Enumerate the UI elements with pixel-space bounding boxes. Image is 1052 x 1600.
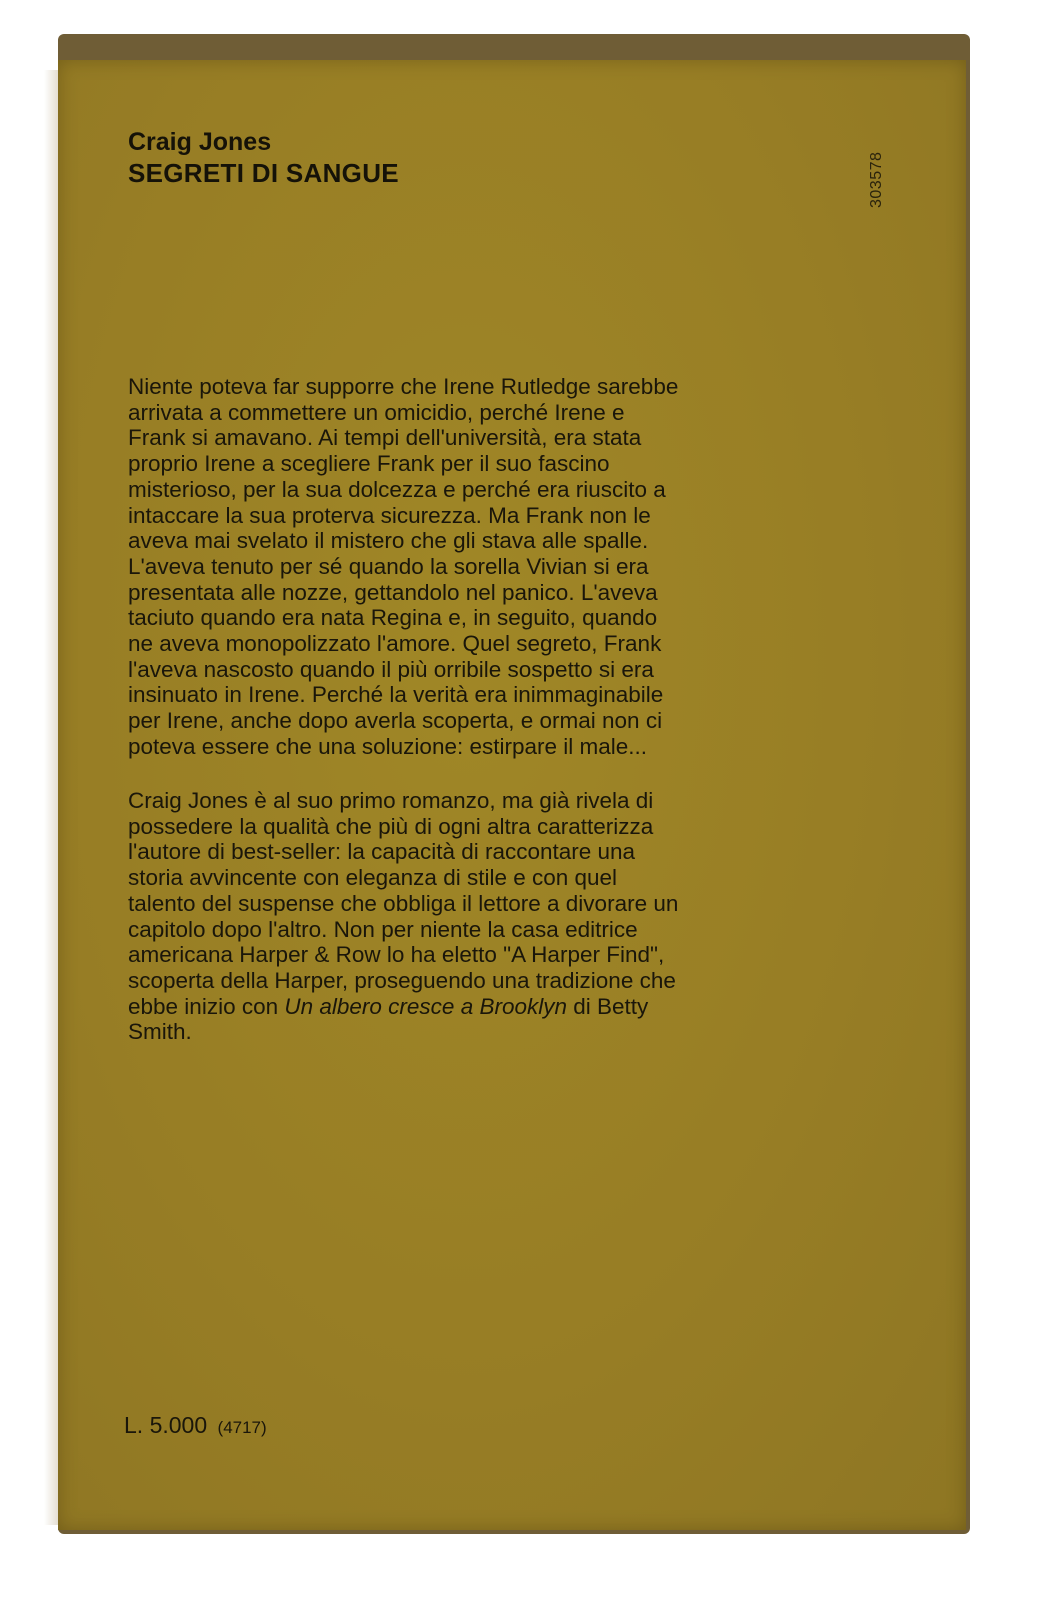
blurb-line: capitolo dopo l'altro. Non per niente la casa editrice xyxy=(128,916,638,942)
book-title-reference: Un albero cresce a Brooklyn xyxy=(284,993,567,1019)
blurb-line xyxy=(128,994,778,1020)
price-label xyxy=(124,1412,267,1439)
blurb-line: taciuto quando era nata Regina e, in seguito, quando xyxy=(128,605,658,631)
book-title: SEGRETI DI SANGUE xyxy=(128,158,399,188)
blurb-line: arrivata a commettere un omicidio, perché Irene e xyxy=(128,399,625,425)
blurb-line: misterioso, per la sua dolcezza e perché era riuscito a xyxy=(128,476,666,502)
blurb-line: l'autore di best-seller: la capacità di raccontare una xyxy=(128,839,636,865)
blurb-line: insinuato in Irene. Perché la verità era inimmaginabile xyxy=(128,682,664,708)
blurb-line: Niente poteva far supporre che Irene Rutledge sarebbe xyxy=(128,374,679,399)
blurb-line: L'aveva tenuto per sé quando la sorella Vivian si era xyxy=(128,553,649,579)
blurb-paragraph-1 xyxy=(128,374,778,760)
price-code: (4717) xyxy=(217,1418,267,1437)
blurb-line: Frank si amavano. Ai tempi dell'università, era stata xyxy=(128,425,642,451)
blurb-line: per Irene, anche dopo averla scoperta, e ormai non ci xyxy=(128,708,663,734)
blurb-line: poteva essere che una soluzione: estirpare il male... xyxy=(128,733,648,759)
blurb-line: possedere la qualità che più di ogni altra caratterizza xyxy=(128,813,654,839)
blurb-text: ebbe inizio con xyxy=(128,993,285,1019)
blurb-paragraph-2 xyxy=(128,788,778,1045)
blurb-line: l'aveva nascosto quando il più orribile sospetto si era xyxy=(128,656,654,682)
blurb-line: presentata alle nozze, gettandolo nel panico. L'aveva xyxy=(128,579,658,605)
catalog-code: 303578 xyxy=(868,151,885,208)
blurb-line: intaccare la sua proterva sicurezza. Ma Frank non le xyxy=(128,502,651,528)
author-name: Craig Jones xyxy=(128,128,272,156)
blurb-line: Smith. xyxy=(128,1019,192,1045)
blurb-line: storia avvincente con eleganza di stile e con quel xyxy=(128,865,618,891)
blurb-line: aveva mai svelato il mistero che gli stava alle spalle. xyxy=(128,528,649,554)
blurb-line: talento del suspense che obbliga il lettore a divorare un xyxy=(128,890,679,916)
price-value: L. 5.000 xyxy=(124,1412,208,1438)
blurb-line: proprio Irene a scegliere Frank per il suo fascino xyxy=(128,451,610,477)
blurb-text: di Betty xyxy=(567,993,649,1019)
blurb-line: Craig Jones è al suo primo romanzo, ma già rivela di xyxy=(128,788,654,813)
blurb-line: ne aveva monopolizzato l'amore. Quel segreto, Frank xyxy=(128,631,662,657)
blurb-line: scoperta della Harper, proseguendo una tradizione che xyxy=(128,967,676,993)
blurb-line: americana Harper & Row lo ha eletto "A Harper Find", xyxy=(128,942,665,968)
